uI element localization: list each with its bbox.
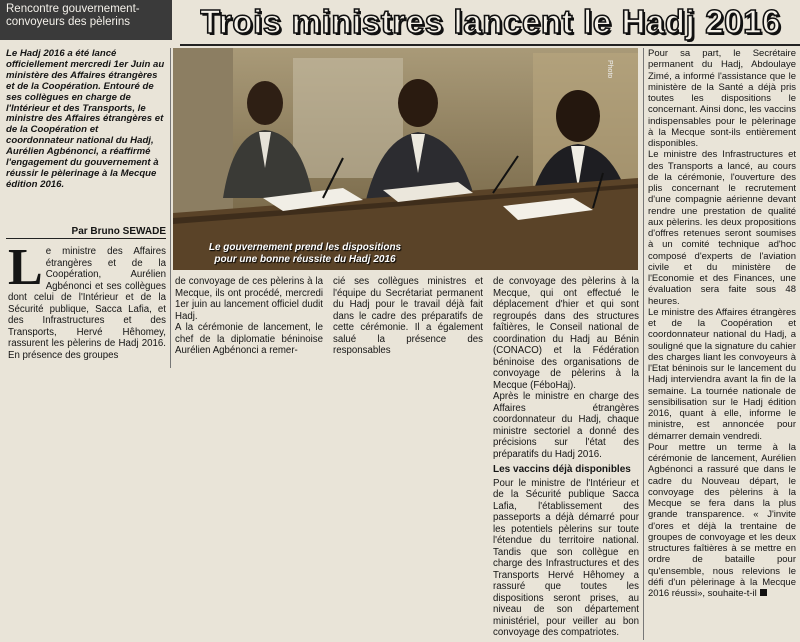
column-5-para-4: Pour mettre un terme à la cérémonie de lancement, Aurélien Agbénonci a rassuré que dans le cadre du Nouveau départ, le convoyage des pèlerins à la Mecque se fera dans la plus grande transparence. « J'invite d'ores et déjà la trentaine de groupes de convoyage et les deux structures faîtières à se mettre en ordre de bataille pour qu'ensemble, nous relevions le défi d'un pèlerinage à la Mecque 2016 réussi», souhaite-t-il xyxy=(648,441,796,599)
headline-rule xyxy=(180,44,800,46)
column-2-para-1: de convoyage de ces pèlerins à la Mecque, ils ont procédé, mercredi 1er juin au lancement officiel dudit Hadj. xyxy=(175,276,323,322)
column-2-para-2: A la cérémonie de lancement, le chef de la diplomatie béninoise Aurélien Agbénonci a remer- xyxy=(175,322,323,356)
column-5-para-2: Le ministre des Infrastructures et des Transports a lancé, au cours de la cérémonie, l'ouverture des plis concernant le recrutement d'une compagnie aérienne devant rendre une prestation de qualité aux pèlerins. les deux propositions d'offres retenues seront soumises à un comité technique ad'hoc composé d'experts de l'aviation civile et du ministère de l'Economie et des Finances, une évaluation sera faite sous 48 heures. xyxy=(648,149,796,307)
article-photo xyxy=(173,48,638,270)
caption-line-2: pour une bonne réussite du Hadj 2016 xyxy=(214,254,396,265)
column-divider-2 xyxy=(643,48,644,640)
column-4-para-1: de convoyage des pèlerins à la Mecque, qui ont effectué le déplacement d'hier et qui sont regroupés dans des structures faîtières, le Conseil national de coordination du Hadj au Bénin (CONACO) et la Fédération béninoise des organisations de convoyage de pèlerins à la Mecque (FéboHaj). xyxy=(493,276,639,391)
byline-rule xyxy=(6,238,166,239)
drop-cap: L xyxy=(8,246,43,296)
column-5-para-3: Le ministre des Affaires étrangères et de la Coopération et coordonnateur national du Hadj, a souligné que la signature du cahier des charges liant les convoyeurs à l'Etat béninois sur le lancement du Hadj interviendra avant la fin de la semaine. La tournée nationale de sensibilisation sur le Hadj édition 2016, quant à elle, informe le ministre, est annoncée pour démarrer demain vendredi. xyxy=(648,306,796,442)
column-3 xyxy=(333,276,483,366)
photo-credit: Photo xyxy=(606,60,613,79)
photo-illustration xyxy=(173,48,638,270)
caption-line-1: Le gouvernement prend les dispositions xyxy=(208,242,402,253)
kicker-line-2: convoyeurs des pèlerins xyxy=(6,16,131,28)
photo-caption xyxy=(180,242,430,266)
column-1-text: e ministre des Affaires étrangères et de la Coopération, Aurélien Agbénonci et ses collègues dont celui de l'Intérieur et de la Sécurité publique, Sacca Lafia, et des Infrastructures et des Transports, Hervé Hêhomey, rassurent les pèlerins de Hadj 2016. En présence des groupes xyxy=(8,246,166,361)
kicker-line-1: Rencontre gouvernement- xyxy=(6,3,140,15)
column-4-para-3: Pour le ministre de l'Intérieur et de la Sécurité publique Sacca Lafia, l'établissement des passeports a déjà démarré pour les potentiels pèlerins sur toute l'étendue du territoire national. Tandis que son collègue en charge des Infrastructures et des Transports Hervé Hêhomey a rassuré que toutes les dispositions seront prises, au niveau de son département ministériel, pour veiller au bon convoyage des compatriotes. xyxy=(493,477,639,638)
column-3-para-1: cié ses collègues ministres et l'équipe du Secrétariat permanent du Hadj pour le travail déjà fait dans le cadre des préparatifs de cette cérémonie. Il a également salué la présence des responsables xyxy=(333,276,483,356)
byline: Par Bruno SEWADE xyxy=(71,226,166,237)
article-headline: Trois ministres lancent le Hadj 2016 xyxy=(200,3,782,40)
subheading-vaccins: Les vaccins déjà disponibles xyxy=(493,464,631,475)
article-lead: Le Hadj 2016 a été lancé officiellement mercredi 1er Juin au ministère des Affaires étrangères et de la Coopération. Entouré de ses collègues en charge de l'Intérieur et des Transports, le ministre des Affaires étrangères et de la Coopération et coordonnateur national du Hadj, Aurélien Agbénonci, a réaffirmé l'engagement du gouvernement à réussir le pèlerinage à la Mecque édition 2016. xyxy=(6,48,165,190)
section-kicker xyxy=(0,0,172,40)
column-5-para-1: Pour sa part, le Secrétaire permanent du Hadj, Abdoulaye Zimé, a informé l'assistance que le ministère de la Santé a déjà pris toutes les dispositions le concernant. Ainsi donc, les vaccins indispensables pour le pèlerinage à la Mecque sont-ils entièrement disponibles. xyxy=(648,48,796,149)
column-divider-1 xyxy=(170,48,171,368)
column-4 xyxy=(493,276,639,640)
end-of-article-square-icon xyxy=(760,589,767,596)
column-5 xyxy=(648,48,796,640)
column-4-para-2: Après le ministre en charge des Affaires étrangères coordonnateur du Hadj, chaque ministre sectoriel a donné des précisions sur l'état des préparatifs du Hadj 2016. xyxy=(493,391,639,460)
column-1 xyxy=(8,246,166,366)
column-2 xyxy=(175,276,323,366)
